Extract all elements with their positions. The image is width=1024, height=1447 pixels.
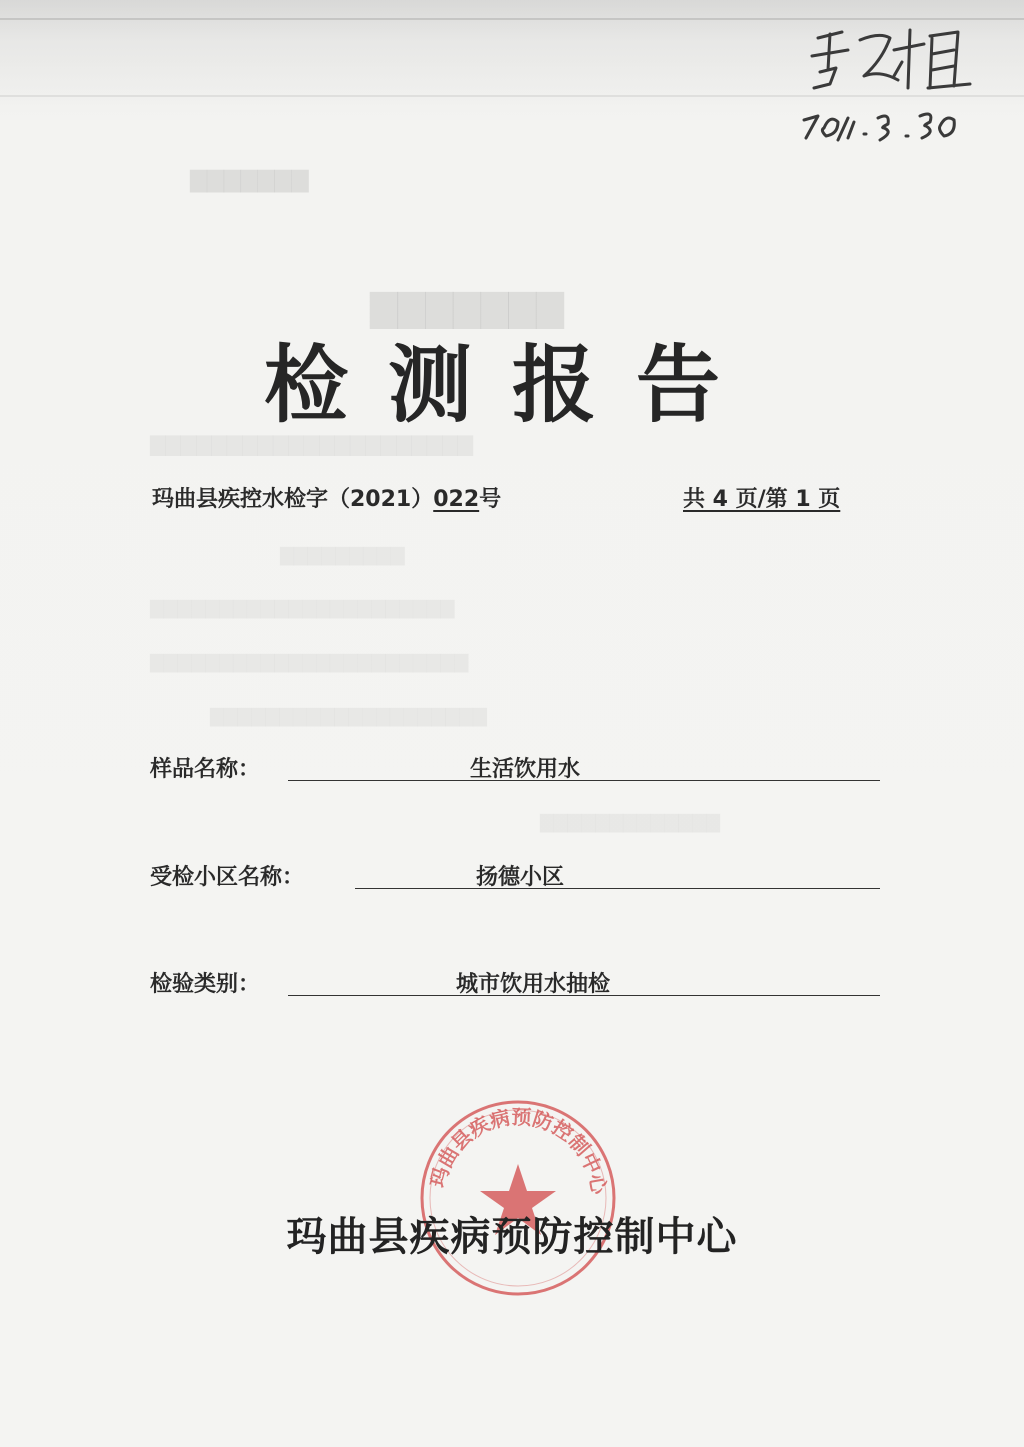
community-name-value: 扬德小区 <box>475 865 564 890</box>
reverse-side-bleed: ▇▇▇▇▇▇▇▇▇▇▇▇▇▇▇▇▇▇▇▇ <box>210 706 487 727</box>
document-title: 检测报告 <box>263 336 760 434</box>
report-number: 022 <box>433 487 480 512</box>
official-seal-stamp <box>418 1098 618 1298</box>
community-name-label: 受检小区名称： <box>150 865 305 890</box>
report-number-prefix: 玛曲县疾控水检字（2021） <box>152 487 434 512</box>
reverse-side-bleed: ▇▇▇▇▇▇▇ <box>370 288 564 329</box>
reverse-side-bleed: ▇▇▇▇▇▇▇▇▇▇▇▇▇▇▇▇▇▇▇▇▇▇ <box>150 598 455 619</box>
inspection-type-value: 城市饮用水抽检 <box>455 972 610 997</box>
handwritten-signature <box>790 10 990 150</box>
reverse-side-bleed: ▇▇▇▇▇▇▇▇▇▇▇▇▇▇▇▇▇▇▇▇▇ <box>150 432 473 456</box>
reverse-side-bleed: ▇▇▇▇▇▇▇ <box>190 168 309 193</box>
issuing-organization: 玛曲县疾病预防控制中心 <box>286 1214 738 1260</box>
report-number-suffix: 号 <box>479 487 502 512</box>
reverse-side-bleed: ▇▇▇▇▇▇▇▇▇ <box>280 545 405 566</box>
page-info: 共 4 页/第 1 页 <box>683 487 841 512</box>
reverse-side-bleed: ▇▇▇▇▇▇▇▇▇▇▇▇▇▇▇▇▇▇▇▇▇▇▇ <box>150 652 469 673</box>
inspection-type-label: 检验类别： <box>150 972 261 997</box>
sample-name-value: 生活饮用水 <box>469 757 580 782</box>
report-number-line <box>152 482 501 513</box>
stamp-text: 玛曲县疾病预防控制中心 <box>425 1104 612 1196</box>
reverse-side-bleed: ▇▇▇▇▇▇▇▇▇▇▇▇▇ <box>540 812 720 833</box>
sample-name-label: 样品名称： <box>150 757 261 782</box>
